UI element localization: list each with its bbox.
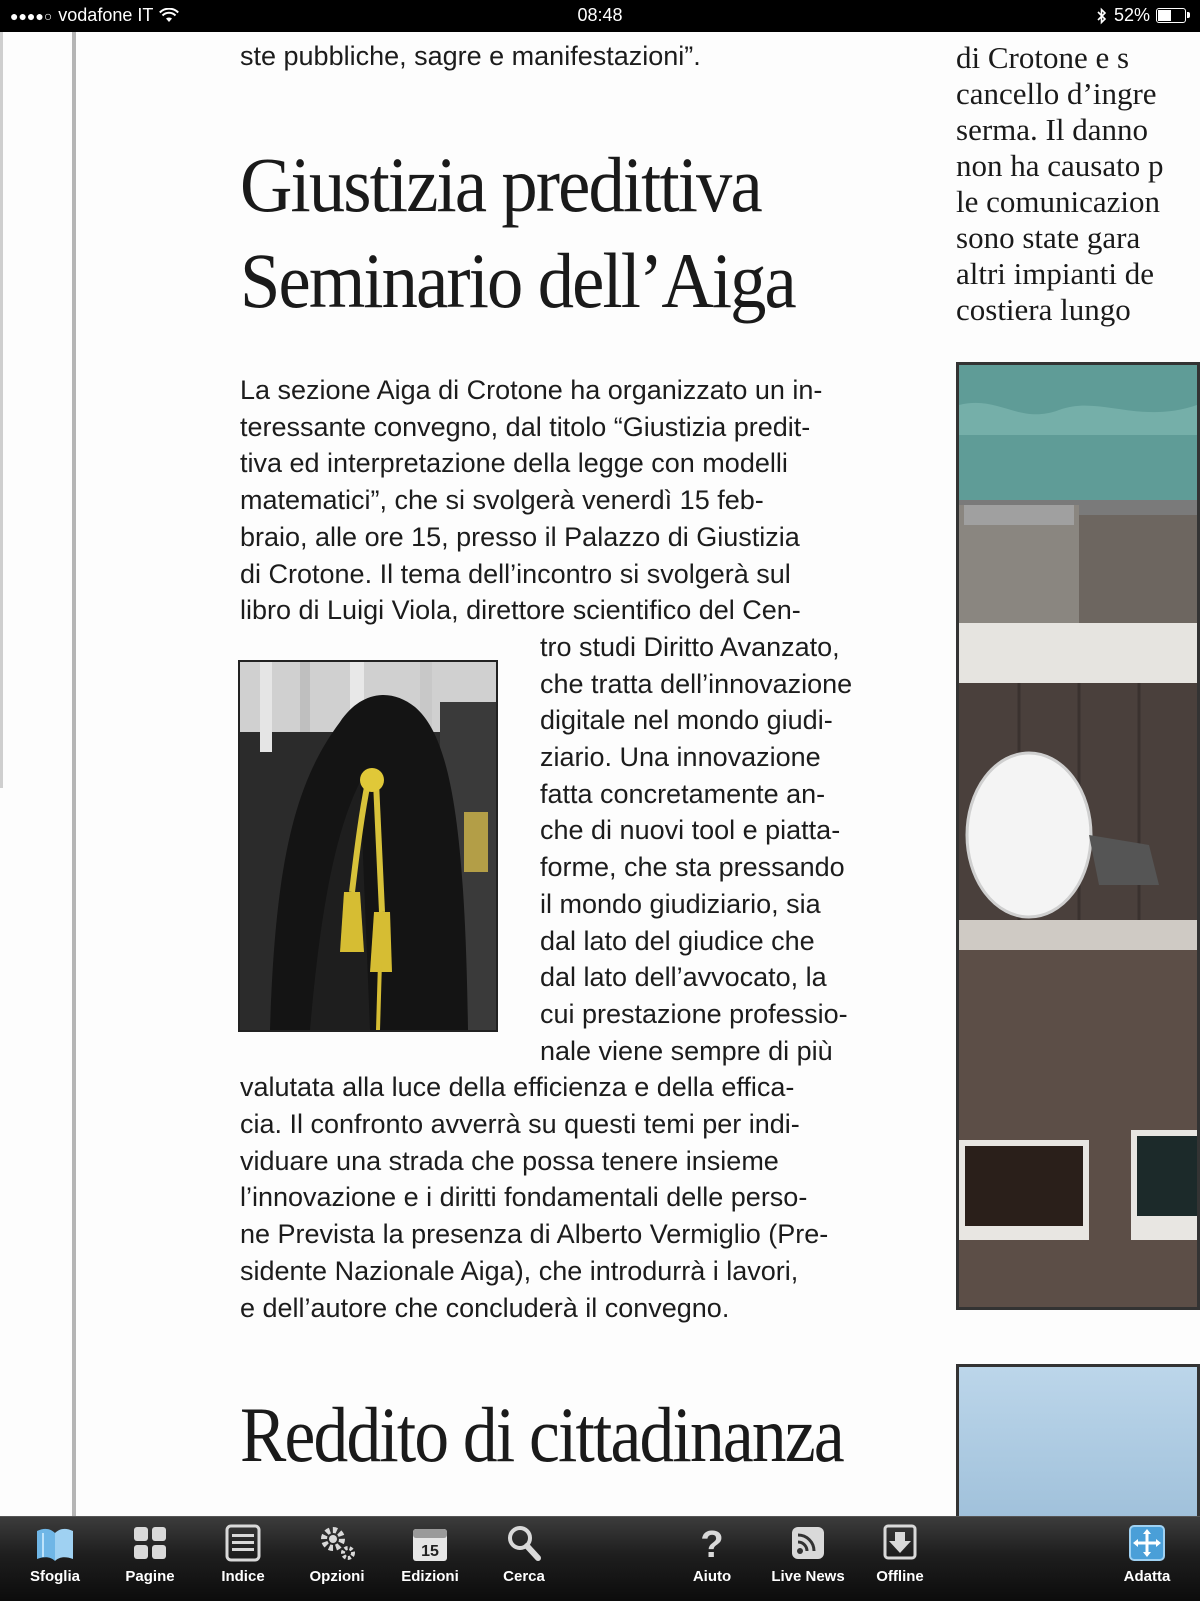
download-icon [878, 1523, 922, 1565]
article-body-line: nale viene sempre di più [540, 1035, 833, 1066]
article-body-line: tiva ed interpretazione della legge con modelli [240, 448, 788, 479]
article-body-line: ziario. Una innovazione [540, 742, 821, 773]
list-icon [221, 1523, 265, 1565]
article-body-line: libro di Luigi Viola, direttore scientifico del Cen- [240, 595, 801, 626]
adjacent-article-line: le comunicazion [956, 184, 1160, 219]
toolbar-label: Opzioni [309, 1568, 365, 1585]
adjacent-article-line: di Crotone e s [956, 40, 1130, 75]
sky-photo [956, 1364, 1200, 1516]
toolbar-label: Aiuto [692, 1568, 732, 1585]
article-body-line: viduare una strada che possa tenere insieme [240, 1145, 779, 1176]
search-icon [502, 1523, 546, 1565]
article-body-line: che di nuovi tool e piatta- [540, 815, 841, 846]
battery-percent: 52% [1113, 5, 1150, 25]
adjacent-article-line: sono state gara [956, 220, 1141, 255]
bluetooth-icon [1096, 7, 1108, 25]
status-bar [0, 0, 1200, 32]
headline-line-1: Giustizia predittiva [240, 141, 761, 228]
article-body-line: dal lato dell’avvocato, la [540, 962, 827, 993]
adjacent-article-line: cancello d’ingre [956, 76, 1157, 111]
article-body-line: tro studi Diritto Avanzato, [540, 631, 840, 662]
article-body-line: La sezione Aiga di Crotone ha organizzato un in- [240, 375, 823, 405]
question-icon [690, 1523, 734, 1565]
article-body-line: che tratta dell’innovazione [540, 668, 853, 699]
article-body-line: fatta concretamente an- [540, 778, 826, 809]
toolbar-offline-button[interactable] [855, 1517, 945, 1601]
toolbar-live-news-button[interactable] [763, 1517, 853, 1601]
article-body-line: matematici”, che si svolgerà venerdì 15 feb- [240, 485, 764, 516]
app-toolbar [0, 1516, 1200, 1601]
book-icon [33, 1523, 77, 1565]
article-body-line: dal lato del giudice che [540, 925, 815, 956]
adjacent-article-line: serma. Il danno [956, 112, 1148, 147]
svg-text:?: ? [700, 1524, 724, 1565]
article-body-top [240, 372, 910, 629]
adjacent-article-line: costiera lungo [956, 292, 1131, 327]
robe-illustration [240, 662, 496, 1030]
satellite-dish-photo [956, 362, 1200, 1310]
article-body-line: valutata alla luce della efficienza e della effica- [240, 1072, 795, 1103]
article-body-line: cui prestazione professio- [540, 998, 848, 1029]
signal-strength-icon: ●●●●○ [10, 7, 53, 24]
battery-level [1158, 10, 1171, 21]
rss-icon [786, 1523, 830, 1565]
article-body-line: forme, che sta pressando [540, 852, 845, 883]
previous-article-continuation: ste pubbliche, sagre e manifestazioni”. [240, 41, 701, 71]
adjacent-article-text [956, 40, 1200, 328]
lawyer-robe-photo [238, 660, 498, 1032]
toolbar-adatta-button[interactable] [1102, 1517, 1192, 1601]
previous-page-edge [0, 32, 3, 788]
article-body-line: teressante convegno, dal titolo “Giustizia predit- [240, 411, 811, 442]
gear-icon [315, 1523, 359, 1565]
adjacent-article-line: non ha causato p [956, 148, 1164, 183]
article-body-bottom [240, 1069, 910, 1326]
article-body-line: sidente Nazionale Aiga), che introdurrà i lavori, [240, 1255, 799, 1286]
toolbar-label: Cerca [503, 1568, 545, 1585]
toolbar-label: Live News [771, 1568, 845, 1585]
fit-screen-icon [1125, 1523, 1169, 1565]
article-body-line: e dell’autore che concluderà il convegno. [240, 1292, 730, 1323]
next-article-headline: Reddito di cittadinanza [240, 1391, 843, 1478]
article-body-line: il mondo giudiziario, sia [540, 888, 821, 919]
toolbar-pagine-button[interactable] [105, 1517, 195, 1601]
carrier-name: vodafone IT [58, 5, 154, 25]
toolbar-label: Pagine [125, 1568, 175, 1585]
article-body-line: ne Prevista la presenza di Alberto Vermiglio (Pre- [240, 1219, 829, 1250]
calendar-icon [408, 1523, 452, 1565]
calendar-badge: 15 [421, 1543, 439, 1560]
toolbar-label: Sfoglia [29, 1568, 80, 1585]
newspaper-page-viewer[interactable] [0, 32, 1200, 1516]
article-body-line: cia. Il confronto avverrà su questi temi per indi- [240, 1109, 800, 1140]
toolbar-aiuto-button[interactable] [667, 1517, 757, 1601]
toolbar-opzioni-button[interactable] [292, 1517, 382, 1601]
adjacent-article-line: altri impianti de [956, 256, 1155, 291]
article-body-line: di Crotone. Il tema dell’incontro si svolgerà sul [240, 558, 791, 589]
article-body-line: l’innovazione e i diritti fondamentali delle perso- [240, 1182, 808, 1213]
battery-icon [1156, 8, 1186, 23]
article-body-line: digitale nel mondo giudi- [540, 705, 833, 736]
toolbar-label: Indice [221, 1568, 265, 1585]
toolbar-label: Offline [876, 1568, 924, 1585]
headline-line-2: Seminario dell’Aiga [240, 237, 795, 324]
building-illustration [959, 365, 1197, 1307]
grid-icon [128, 1523, 172, 1565]
page-gutter-divider [72, 32, 76, 1516]
status-right [1096, 5, 1186, 26]
toolbar-sfoglia-button[interactable] [10, 1517, 100, 1601]
toolbar-indice-button[interactable] [198, 1517, 288, 1601]
article-body-line: braio, alle ore 15, presso il Palazzo di Giustizia [240, 521, 800, 552]
clock: 08:48 [577, 5, 623, 25]
toolbar-label: Edizioni [401, 1568, 459, 1585]
toolbar-cerca-button[interactable] [479, 1517, 569, 1601]
toolbar-edizioni-button[interactable] [385, 1517, 475, 1601]
toolbar-label: Adatta [1123, 1568, 1171, 1585]
article-headline [240, 137, 891, 329]
